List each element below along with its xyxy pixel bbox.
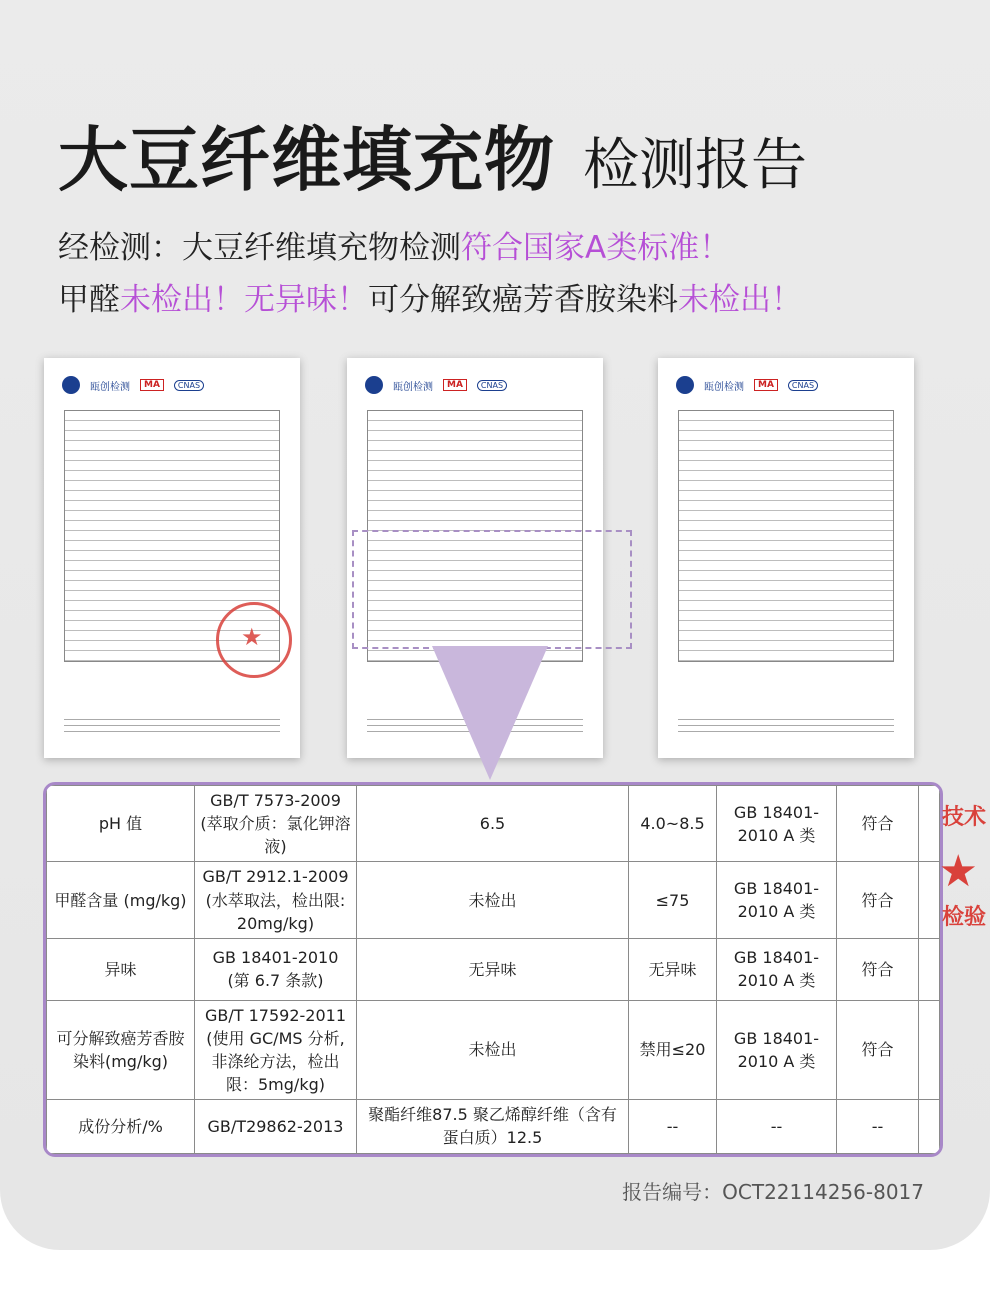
cell-requirement: 禁用≤20 (629, 1001, 717, 1100)
report-page-1 (44, 358, 300, 758)
claim-highlight: 未检出！ (678, 282, 802, 318)
claim-highlight: 符合国家A类标准！ (461, 230, 731, 266)
table-row (47, 938, 940, 1000)
cell-verdict: 符合 (837, 938, 919, 1000)
cell-item: 甲醛含量 (mg/kg) (47, 862, 195, 938)
star-icon: ★ (938, 846, 978, 897)
cell-item: 可分解致癌芳香胺染料(mg/kg) (47, 1001, 195, 1100)
cell-method: GB/T29862-2013 (195, 1099, 357, 1153)
report-footer-thumb (678, 714, 894, 734)
cell-result: 未检出 (357, 862, 629, 938)
cell-requirement: ≤75 (629, 862, 717, 938)
lab-logo-icon (62, 376, 80, 394)
cell-blank (919, 1099, 940, 1153)
cell-blank (919, 862, 940, 938)
claim-text: 可分解致癌芳香胺染料 (368, 282, 678, 318)
results-table (46, 785, 940, 1154)
cell-blank (919, 1001, 940, 1100)
zoom-arrow-icon (432, 646, 548, 780)
cell-result: 无异味 (357, 938, 629, 1000)
title-main: 大豆纤维填充物 (58, 119, 555, 201)
cell-standard: GB 18401-2010 A 类 (717, 786, 837, 862)
cell-standard: GB 18401-2010 A 类 (717, 1001, 837, 1100)
results-table-frame (43, 782, 943, 1157)
cell-verdict: -- (837, 1099, 919, 1153)
claim-line-2 (58, 274, 802, 319)
title-sub: 检测报告 (583, 133, 807, 198)
page-title (58, 104, 807, 201)
cell-requirement: -- (629, 1099, 717, 1153)
cell-requirement: 无异味 (629, 938, 717, 1000)
claim-text: 经检测：大豆纤维填充物检测 (58, 230, 461, 266)
report-number: 报告编号：OCT22114256-8017 (622, 1180, 924, 1204)
cell-item: 成份分析/% (47, 1099, 195, 1153)
ma-badge: MA (754, 379, 778, 391)
ma-badge: MA (140, 379, 164, 391)
report-page-3 (658, 358, 914, 758)
cell-method: GB/T 2912.1-2009 (水萃取法，检出限: 20mg/kg) (195, 862, 357, 938)
report-header (62, 370, 282, 400)
cell-blank (919, 786, 940, 862)
cell-method: GB/T 17592-2011 (使用 GC/MS 分析, 非涤纶方法，检出限：5mg/kg) (195, 1001, 357, 1100)
report-header (676, 370, 896, 400)
cell-verdict: 符合 (837, 862, 919, 938)
cnas-badge: CNAS (174, 380, 204, 391)
cell-blank (919, 938, 940, 1000)
claim-highlight: 未检出！无异味！ (120, 282, 368, 318)
lab-logo-icon (365, 376, 383, 394)
stamp-text: 检验 (941, 905, 986, 930)
cell-standard: GB 18401-2010 A 类 (717, 862, 837, 938)
cell-method: GB/T 7573-2009 (萃取介质：氯化钾溶液) (195, 786, 357, 862)
claim-line-1 (58, 222, 730, 267)
lab-logo-icon (676, 376, 694, 394)
ma-badge: MA (443, 379, 467, 391)
table-row (47, 1099, 940, 1153)
table-row (47, 786, 940, 862)
cell-verdict: 符合 (837, 786, 919, 862)
report-footer-thumb (64, 714, 280, 734)
cell-item: pH 值 (47, 786, 195, 862)
cnas-badge: CNAS (788, 380, 818, 391)
cell-method: GB 18401-2010 (第 6.7 条款) (195, 938, 357, 1000)
cell-result: 6.5 (357, 786, 629, 862)
lab-name: 瓯创检测 (393, 381, 433, 393)
cell-item: 异味 (47, 938, 195, 1000)
table-row (47, 862, 940, 938)
lab-name: 瓯创检测 (704, 381, 744, 393)
cnas-badge: CNAS (477, 380, 507, 391)
claim-text: 甲醛 (58, 282, 120, 318)
highlight-box (352, 530, 632, 649)
cell-result: 聚酯纤维87.5 聚乙烯醇纤维（含有蛋白质）12.5 (357, 1099, 629, 1153)
red-seal-icon (216, 602, 292, 678)
cell-requirement: 4.0~8.5 (629, 786, 717, 862)
inspection-stamp (938, 800, 990, 960)
cell-standard: GB 18401-2010 A 类 (717, 938, 837, 1000)
lab-name: 瓯创检测 (90, 381, 130, 393)
report-table-thumb (678, 410, 894, 662)
table-row (47, 1001, 940, 1100)
cell-result: 未检出 (357, 1001, 629, 1100)
stamp-text: 技术 (941, 805, 986, 830)
cell-standard: -- (717, 1099, 837, 1153)
report-header (365, 370, 585, 400)
cell-verdict: 符合 (837, 1001, 919, 1100)
